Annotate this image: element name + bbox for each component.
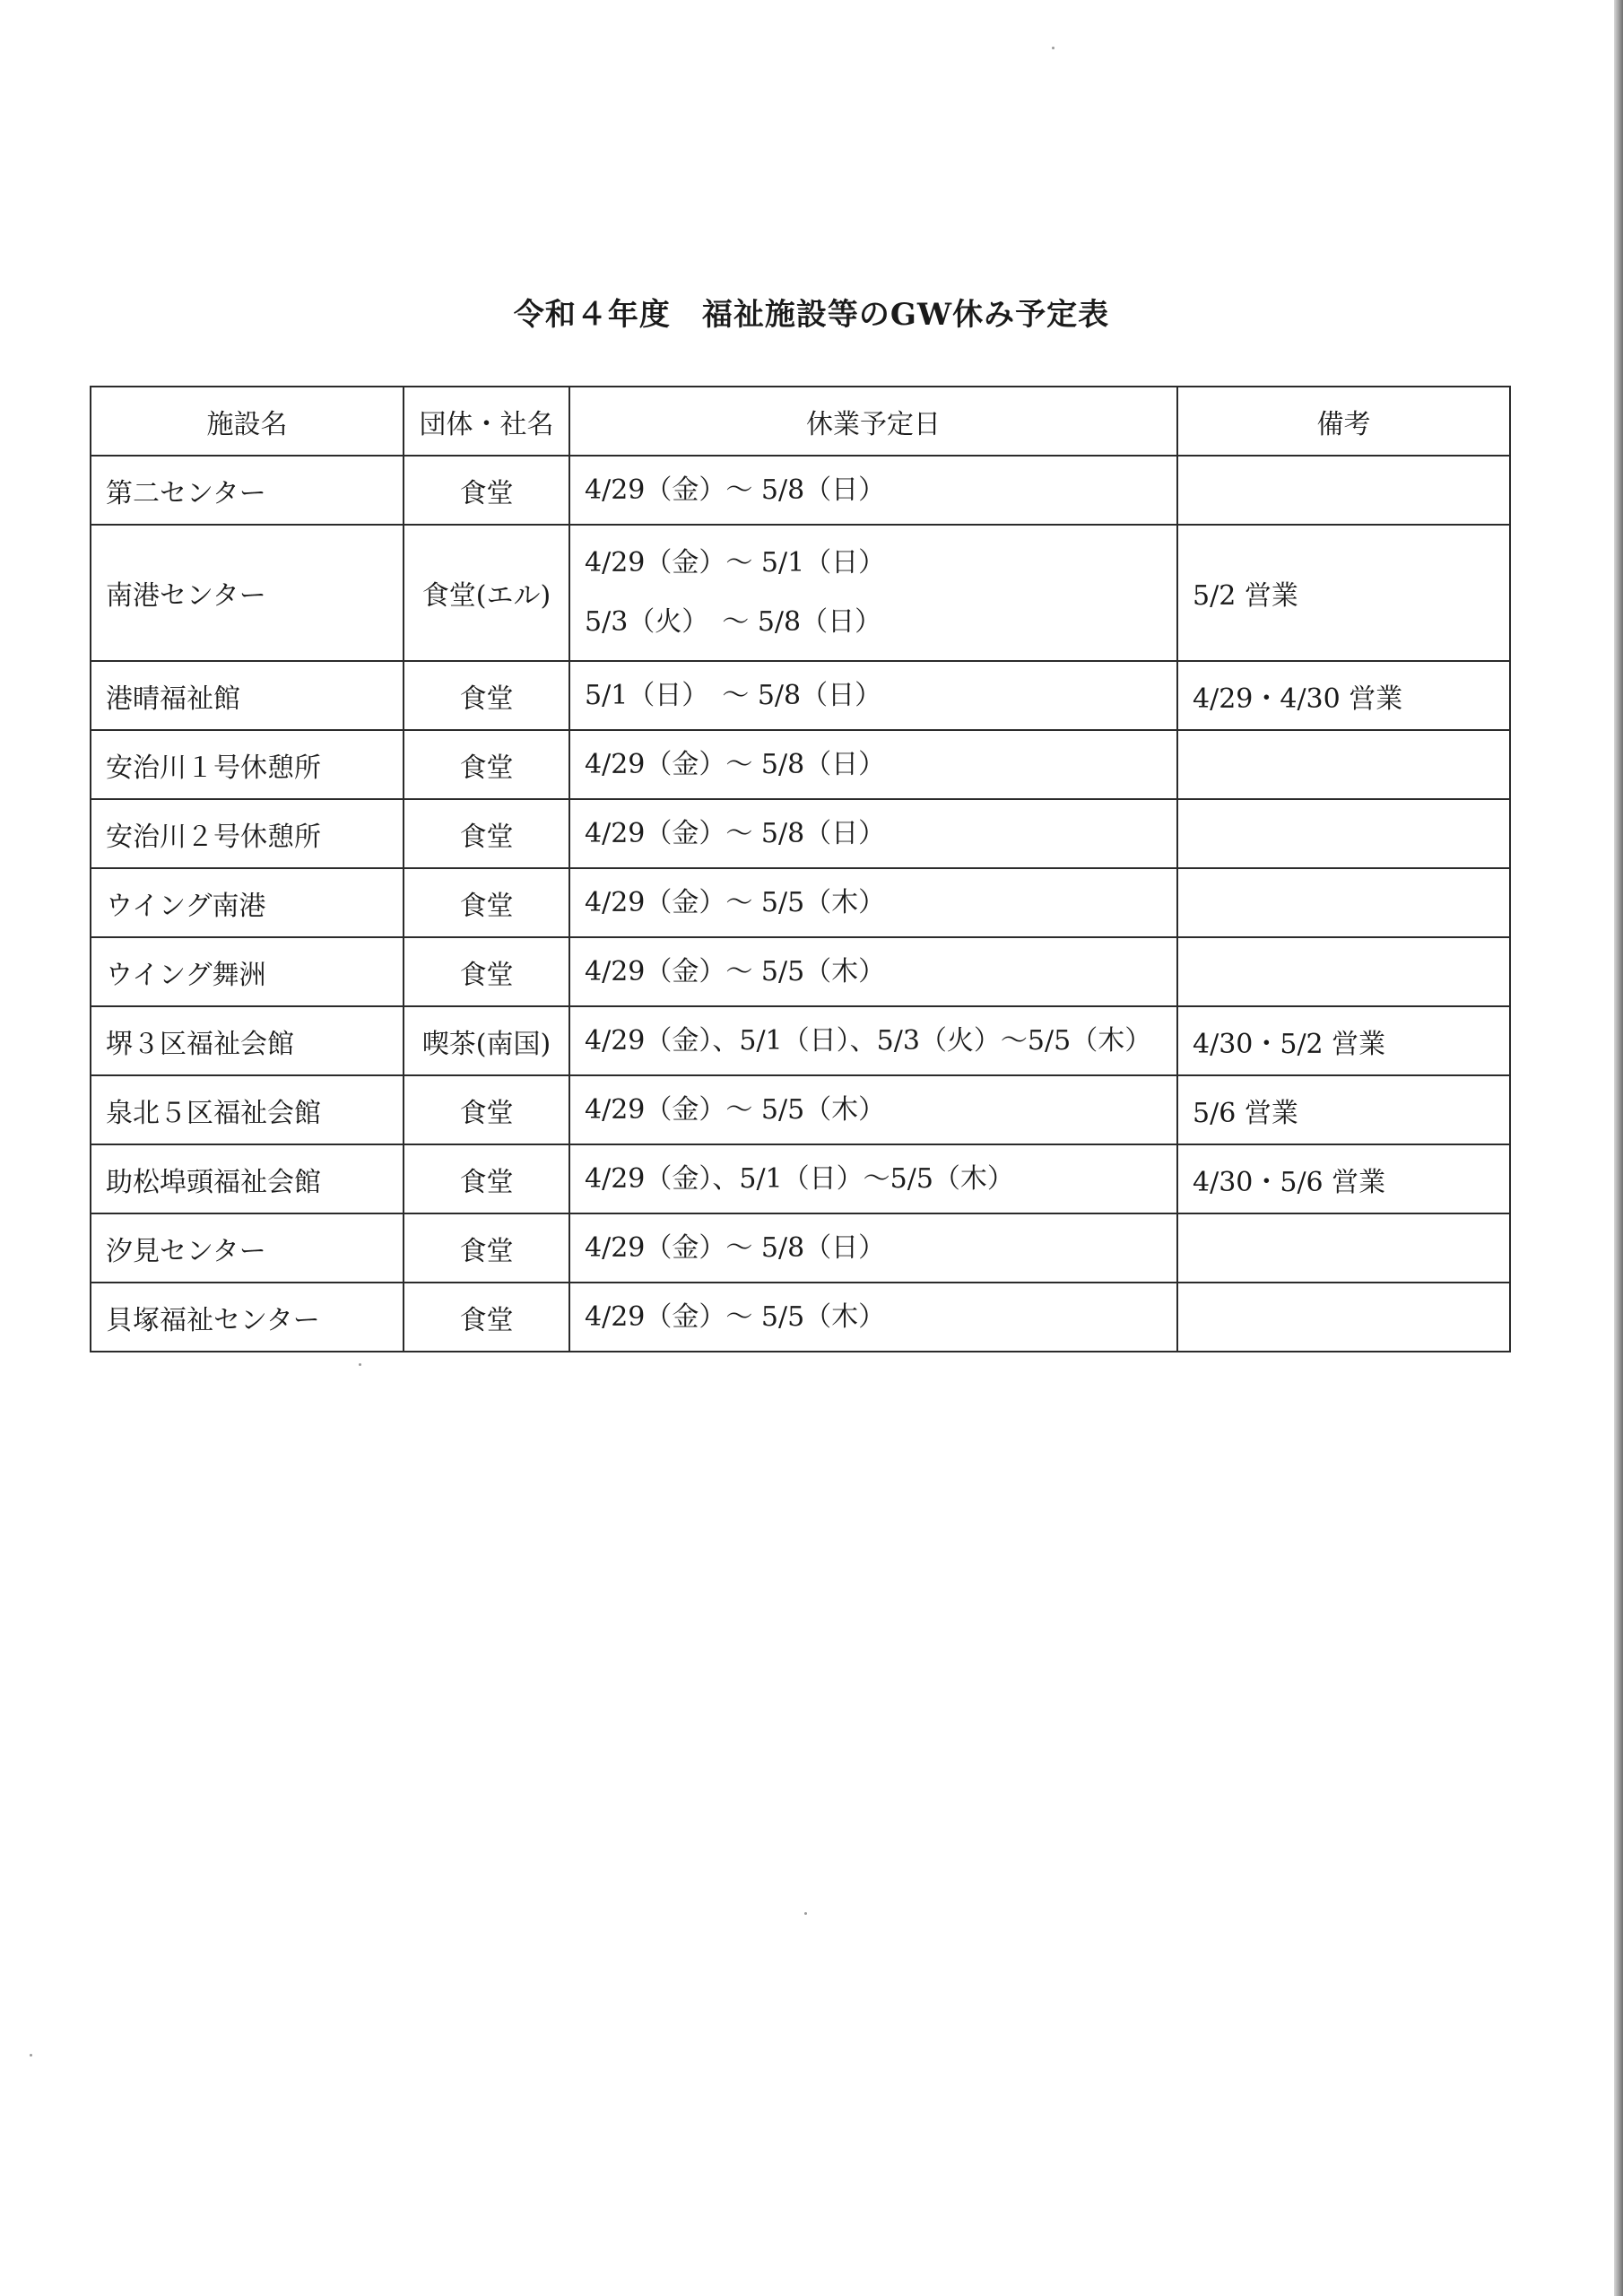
closure-date-range: 4/29（金）、5/1（日）、5/3（火）～5/5（木） [585,1024,1152,1057]
closure-date-range: 4/29（金）～ 5/5（木） [585,1093,886,1126]
cell-facility: 安治川２号休憩所 [91,799,404,868]
cell-closure-dates [569,1006,1177,1075]
header-closure-dates: 休業予定日 [569,387,1177,456]
scan-speck [1052,47,1055,49]
cell-organization: 食堂 [404,799,569,868]
cell-remarks [1177,730,1510,799]
closure-date-range: 4/29（金）～ 5/8（日） [585,474,886,506]
table-row [91,730,1510,799]
gw-closure-table [90,386,1511,1352]
cell-remarks [1177,1283,1510,1352]
cell-facility: 堺３区福祉会館 [91,1006,404,1075]
table-row [91,868,1510,937]
table-row [91,1006,1510,1075]
table-row [91,799,1510,868]
cell-remarks [1177,868,1510,937]
closure-date-range: 4/29（金）～ 5/5（木） [585,1300,886,1333]
closure-date-range: 4/29（金）～ 5/5（木） [585,955,886,987]
closure-date-range: 5/3（火） ～ 5/8（日） [585,606,882,638]
cell-closure-dates [569,1075,1177,1144]
scan-speck [804,1912,807,1915]
cell-organization: 食堂(エル) [404,525,569,661]
table-header-row [91,387,1510,456]
cell-facility: 南港センター [91,525,404,661]
cell-organization: 食堂 [404,661,569,730]
cell-remarks: 5/6 営業 [1177,1075,1510,1144]
cell-remarks: 5/2 営業 [1177,525,1510,661]
cell-closure-dates [569,730,1177,799]
cell-facility: ウイング南港 [91,868,404,937]
cell-closure-dates [569,456,1177,525]
cell-organization: 食堂 [404,1213,569,1283]
closure-date-range: 4/29（金）～ 5/5（木） [585,886,886,918]
cell-closure-dates [569,937,1177,1006]
cell-organization: 食堂 [404,730,569,799]
cell-remarks [1177,937,1510,1006]
closure-date-range: 4/29（金）、5/1（日）～5/5（木） [585,1162,1014,1195]
cell-facility: 汐見センター [91,1213,404,1283]
cell-closure-dates [569,525,1177,661]
cell-facility: ウイング舞洲 [91,937,404,1006]
table-row [91,1075,1510,1144]
closure-date-range: 4/29（金）～ 5/8（日） [585,1231,886,1264]
closure-date-range: 4/29（金）～ 5/1（日） [585,547,886,578]
cell-remarks: 4/30・5/2 営業 [1177,1006,1510,1075]
cell-facility: 港晴福祉館 [91,661,404,730]
table-row [91,456,1510,525]
scan-speck [359,1363,361,1366]
cell-organization: 食堂 [404,456,569,525]
cell-remarks [1177,799,1510,868]
table-row [91,1213,1510,1283]
cell-facility: 泉北５区福祉会館 [91,1075,404,1144]
cell-organization: 食堂 [404,868,569,937]
cell-facility: 助松埠頭福祉会館 [91,1144,404,1213]
table-row [91,525,1510,661]
cell-closure-dates [569,661,1177,730]
scan-speck [30,2054,32,2057]
cell-organization: 食堂 [404,1075,569,1144]
table-row [91,1283,1510,1352]
scan-page-edge [1614,0,1623,2296]
cell-closure-dates [569,868,1177,937]
cell-organization: 食堂 [404,1144,569,1213]
header-remarks: 備考 [1177,387,1510,456]
cell-remarks: 4/29・4/30 営業 [1177,661,1510,730]
cell-facility: 第二センター [91,456,404,525]
header-facility: 施設名 [91,387,404,456]
cell-remarks: 4/30・5/6 営業 [1177,1144,1510,1213]
cell-remarks [1177,456,1510,525]
header-organization: 団体・社名 [404,387,569,456]
document-title: 令和４年度 福祉施設等のGW休み予定表 [513,296,1110,333]
cell-closure-dates [569,1144,1177,1213]
cell-closure-dates [569,799,1177,868]
closure-date-range: 4/29（金）～ 5/8（日） [585,817,886,849]
closure-date-range: 5/1（日） ～ 5/8（日） [585,679,882,711]
cell-organization: 喫茶(南国) [404,1006,569,1075]
table-row [91,661,1510,730]
table-row [91,937,1510,1006]
table-body [91,456,1510,1352]
cell-organization: 食堂 [404,937,569,1006]
cell-closure-dates [569,1213,1177,1283]
cell-remarks [1177,1213,1510,1283]
cell-facility: 貝塚福祉センター [91,1283,404,1352]
cell-facility: 安治川１号休憩所 [91,730,404,799]
cell-closure-dates [569,1283,1177,1352]
closure-date-range: 4/29（金）～ 5/8（日） [585,748,886,780]
cell-organization: 食堂 [404,1283,569,1352]
table-row [91,1144,1510,1213]
